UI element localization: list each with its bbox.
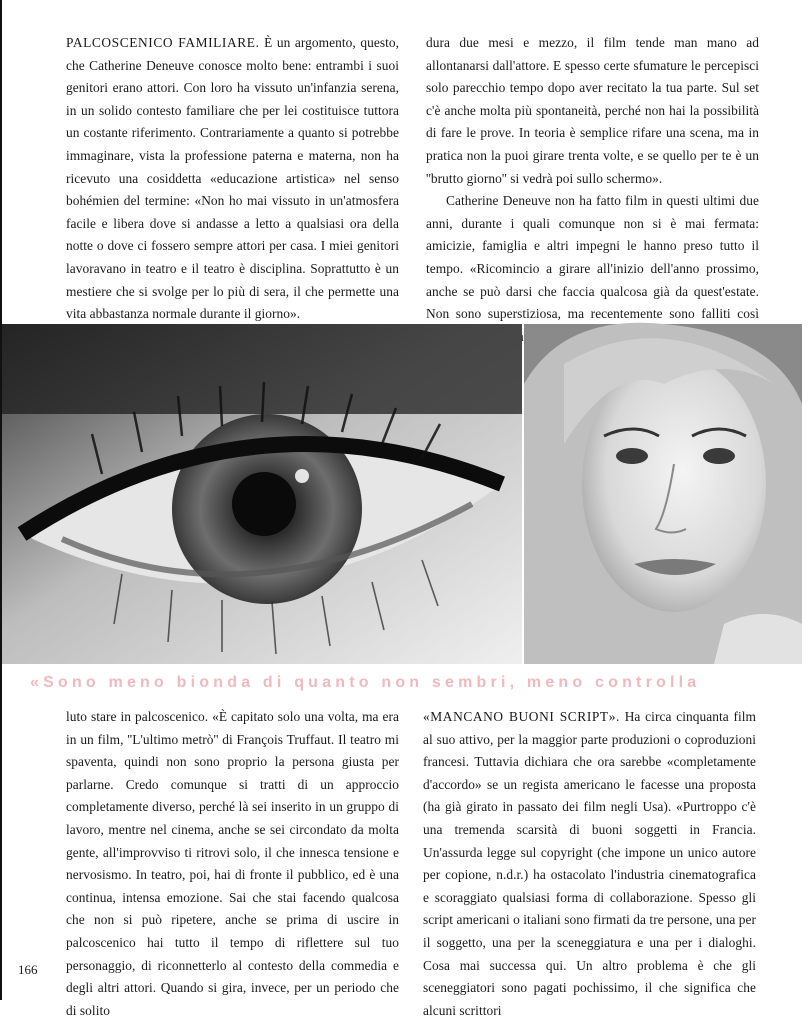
paragraph: dura due mesi e mezzo, il film tende man mano ad allontanarsi dall'attore. E spesso certe sfumature le percepisci solo parecchio tempo dopo aver recitato la tua parte. Sul set c'è anche molta più spontaneità, perché non hai la possibilità di fare le prove. In teoria è semplice rifare una scena, ma in pratica non la puoi girare trenta volte, e se quello per te è un ''brutto giorno'' si vedrà poi sullo schermo».: [426, 35, 759, 186]
paragraph: [423, 706, 756, 1022]
paragraph-text: Ha circa cinquanta film al suo attivo, per la maggior parte produzioni o coproduzioni francesi. Tuttavia dichiara che ora sarebbe «completamente d'accordo» se un regista americano le facesse una proposta (ha già girato in passato dei film negli Usa). «Purtroppo c'è una tremenda scarsità di buoni soggetti in Francia. Un'assurda legge sul copyright (che impone un unico autore per copione, n.d.r.) ha ostacolato l'industria cinematografica e scoraggiato qualsiasi forma di collaborazione. Spesso gli script americani o italiani sono firmati da tre persone, una per il soggetto, una per la sceneggiatura e una per i dialoghi. Cosa mai successa qui. Un altro problema è che gli sceneggiatori sono pagati pochissimo, il che significa che alcuni scrittori: [423, 709, 757, 1018]
article-column-bottom-right: [423, 706, 756, 1022]
paragraph: Catherine Deneuve non ha fatto film in questi ultimi due anni, durante i quali comunque non si è mai fermata: amicizie, famiglia e altri impegni le hanno preso tutto il tempo. «Ricomincio a girare all'inizio dell'anno prossimo, anche se può darsi che faccia qualcosa già da quest'estate. Non sono superstiziosa, ma recentemente sono falliti così: [426, 193, 759, 322]
section-heading: «MANCANO BUONI SCRIPT».: [423, 709, 620, 724]
portrait-photo: [524, 324, 802, 664]
paragraph-text: È un argomento, questo, che Catherine Deneuve conosce molto bene: entrambi i suoi genitori erano attori. Con loro ha vissuto un'infanzia serena, in un solido contesto familiare che per lei costituisce tuttora un costante riferimento. Contrariamente a quanto si potrebbe immaginare, vista la professione paterna e materna, non ha ricevuto una cosiddetta «educazione artistica» nel senso bohémien del termine: «Non ho mai vissuto in un'atmosfera facile e libera dove si andasse a letto a qualsiasi ora della notte o dove ci fossero sempre attori per casa. I miei genitori lavoravano in teatro e il teatro è disciplina. Soprattutto è un mestiere che si svolge per lo più di sera, il che permette una vita abbastanza normale durante il giorno».: [66, 35, 399, 322]
paragraph: luto stare in palcoscenico. «È capitato solo una volta, ma era in un film, ''L'ultimo metrò'' di François Truffaut. Il teatro mi spaventa, quindi non sono proprio la persona giusta per parlarne. Credo comunque si tratti di un approccio completamente diverso, perché là sei inserito in un gruppo di lavoro, mentre nel cinema, anche se sei circondato da molta gente, all'improvviso ti ritrovi solo, il che innesca tensione e nervosismo. In teatro, poi, hai di fronte il pubblico, ed è una continua, intensa emozione. Sai che stai facendo qualcosa che non si può ripetere, anche se prima di uscire in palcoscenico hai tutto il tempo di riflettere sul tuo personaggio, di riconnetterlo al contesto della commedia e degli altri attori. Quando si gira, invece, per un periodo che di solito: [66, 709, 399, 1018]
article-column-top-left: [66, 32, 399, 371]
paragraph: [66, 32, 399, 326]
section-heading: PALCOSCENICO FAMILIARE.: [66, 35, 260, 50]
article-column-bottom-left: [66, 706, 399, 1022]
eye-closeup-photo: [2, 324, 522, 664]
article-column-top-right: [426, 32, 759, 371]
pull-quote: «Sono meno bionda di quanto non sembri, meno controlla: [30, 674, 701, 691]
page-number: 166: [18, 962, 38, 977]
